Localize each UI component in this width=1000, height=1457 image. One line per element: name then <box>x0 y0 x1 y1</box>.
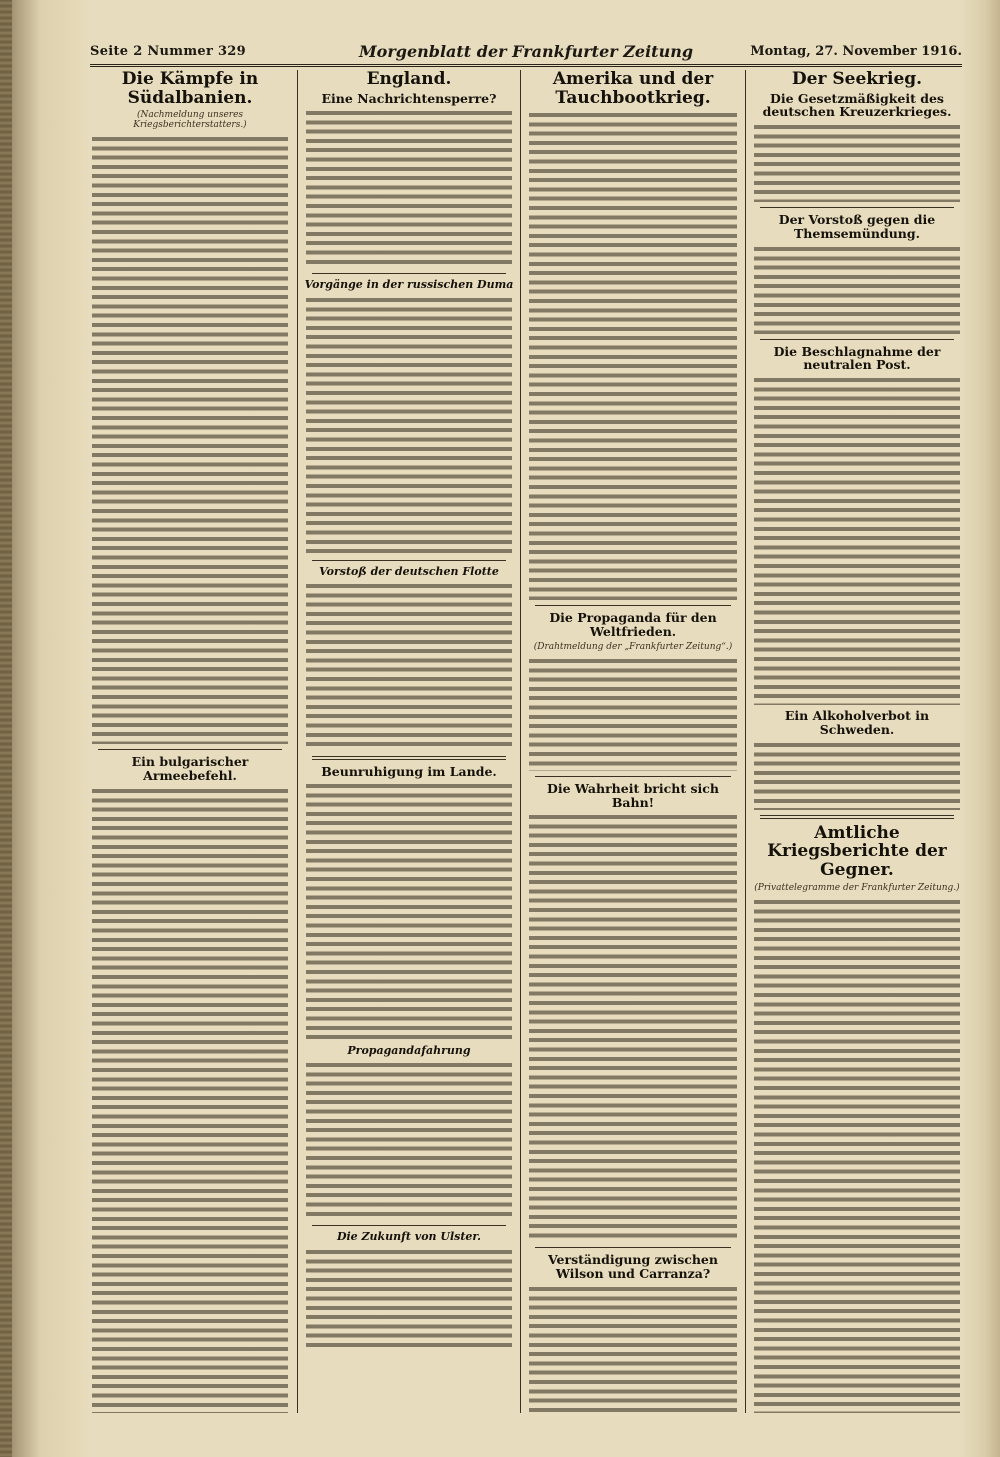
column-3 <box>527 70 739 1413</box>
article-heading: England. <box>366 70 452 89</box>
column-rule <box>745 70 746 1413</box>
article-heading: Vorstoß der deutschen Flotte <box>319 564 499 578</box>
divider <box>535 1247 731 1248</box>
article-body <box>529 656 737 771</box>
article-heading: Verständigung zwischen Wilson und Carranza? <box>548 1252 718 1282</box>
article-heading: Propagandafahrung <box>347 1044 471 1058</box>
divider <box>760 339 954 340</box>
column-rule <box>297 70 298 1413</box>
article-body <box>306 781 512 1041</box>
article-subheading: (Nachmeldung unseres Kriegsberichterstatters.) <box>133 110 247 131</box>
article-heading: Ein bulgarischer Armeebefehl. <box>131 754 249 784</box>
article-heading: Beunruhigung im Lande. <box>321 763 497 779</box>
article-heading: Eine Nachrichtensperre? <box>321 90 497 106</box>
running-head <box>90 38 962 67</box>
binding-spine <box>0 0 12 1457</box>
article-body <box>92 786 288 1413</box>
divider <box>312 1225 506 1226</box>
article-heading: Der Vorstoß gegen die Themsemündung. <box>778 212 936 241</box>
article-heading: Die Propaganda für den Weltfrieden. <box>549 610 717 640</box>
article-heading: Die Kämpfe in Südalbanien. <box>121 70 259 108</box>
article-subheading: (Drahtmeldung der „Frankfurter Zeitung“.) <box>533 641 733 652</box>
masthead: Morgenblatt der Frankfurter Zeitung <box>358 42 694 61</box>
article-heading: Der Seekrieg. <box>791 70 923 89</box>
article-body <box>306 295 512 555</box>
article-heading: Ein Alkoholverbot in Schweden. <box>784 708 930 737</box>
article-subheading: (Privattelegramme der Frankfurter Zeitung.) <box>754 882 960 893</box>
article-body <box>754 122 960 202</box>
article-body <box>754 897 960 1413</box>
article-body <box>529 110 737 600</box>
article-body <box>92 134 288 744</box>
column-4 <box>752 70 962 1413</box>
divider <box>312 756 506 760</box>
divider <box>312 273 506 274</box>
article-body <box>754 375 960 705</box>
article-body <box>306 108 512 268</box>
article-heading: Die Beschlagnahme der neutralen Post. <box>773 343 941 373</box>
article-body <box>754 244 960 334</box>
article-heading: Die Gesetzmäßigkeit des deutschen Kreuzerkrieges. <box>762 90 952 120</box>
article-body <box>306 1247 512 1347</box>
article-body <box>306 1060 512 1220</box>
divider <box>535 605 731 606</box>
article-body <box>529 1284 737 1413</box>
divider <box>760 815 954 819</box>
column-1 <box>90 70 290 1413</box>
issue-date: Montag, 27. November 1916. <box>750 44 962 59</box>
article-heading: Die Wahrheit bricht sich Bahn! <box>547 780 719 810</box>
article-heading: Vorgänge in der russischen Duma <box>304 278 514 292</box>
article-heading: Amtliche Kriegsberichte der Gegner. <box>767 822 947 881</box>
article-body <box>529 812 737 1242</box>
article-body <box>306 581 512 751</box>
divider <box>535 776 731 777</box>
divider <box>760 207 954 208</box>
article-heading: Amerika und der Tauchbootkrieg. <box>552 70 714 108</box>
divider <box>98 749 282 750</box>
article-body <box>754 740 960 810</box>
divider <box>312 560 506 561</box>
page-number: Seite 2 Nummer 329 <box>90 44 246 59</box>
column-2 <box>304 70 514 1413</box>
column-rule <box>520 70 521 1413</box>
article-heading: Die Zukunft von Ulster. <box>336 1230 482 1244</box>
